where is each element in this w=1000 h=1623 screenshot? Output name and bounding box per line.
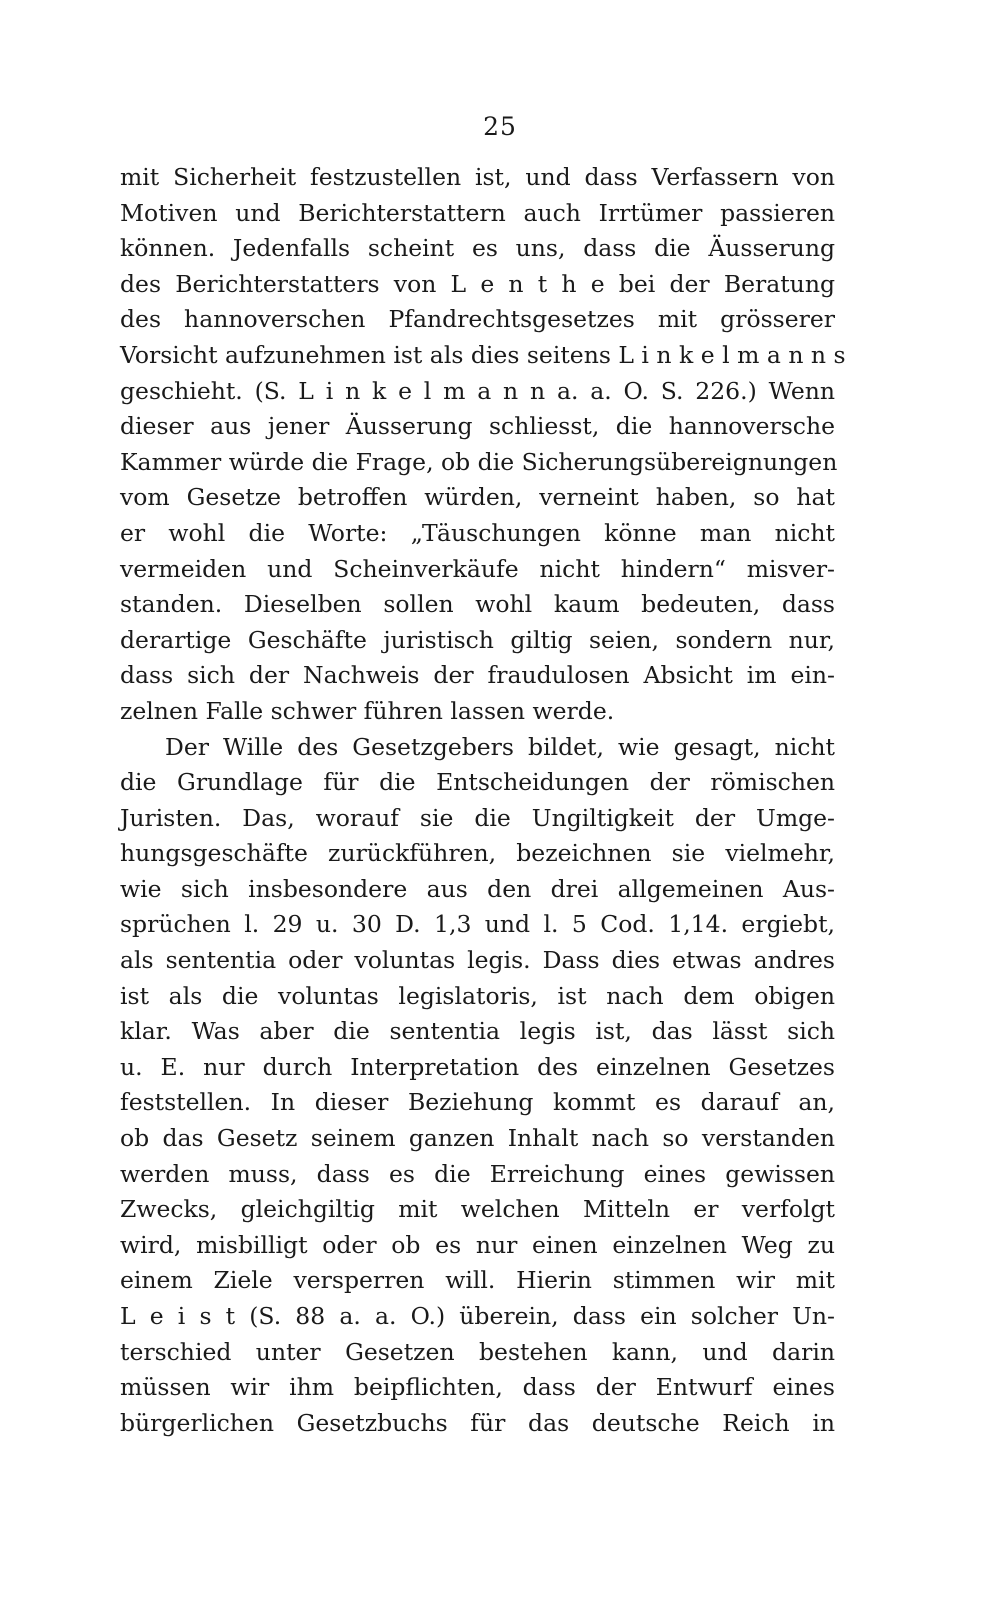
text-line: klar. Was aber die sententia legis ist, das lässt sich [120, 1017, 835, 1046]
text-line: wie sich insbesondere aus den drei allgemeinen Aus- [120, 874, 835, 903]
text-line: dass sich der Nachweis der fraudulosen Absicht im ein- [120, 661, 835, 690]
page-number: 25 [483, 112, 517, 141]
text-line: mit Sicherheit festzustellen ist, und dass Verfassern von [120, 163, 835, 191]
text-line: sprüchen l. 29 u. 30 D. 1,3 und l. 5 Cod. 1,14. ergiebt, [120, 910, 835, 939]
text-line: feststellen. In dieser Beziehung kommt es darauf an, [120, 1088, 835, 1117]
text-line: terschied unter Gesetzen bestehen kann, und darin [120, 1337, 835, 1366]
text-line: können. Jedenfalls scheint es uns, dass die Äusserung [120, 234, 835, 263]
text-line: Zwecks, gleichgiltig mit welchen Mitteln er verfolgt [120, 1195, 835, 1224]
text-line: u. E. nur durch Interpretation des einzelnen Gesetzes [120, 1052, 835, 1081]
text-line: L e i s t (S. 88 a. a. O.) überein, dass ein solcher Un- [120, 1302, 835, 1330]
text-line: Juristen. Das, worauf sie die Ungiltigkeit der Umge- [120, 803, 835, 832]
text-line: zelnen Falle schwer führen lassen werde. [120, 696, 615, 725]
text-line: die Grundlage für die Entscheidungen der römischen [120, 768, 835, 797]
text-line: standen. Dieselben sollen wohl kaum bedeuten, dass [120, 590, 835, 619]
text-line: Der Wille des Gesetzgebers bildet, wie gesagt, nicht [165, 732, 835, 761]
text-line: ist als die voluntas legislatoris, ist nach dem obigen [120, 981, 835, 1010]
text-line: des hannoverschen Pfandrechtsgesetzes mit grösserer [120, 305, 835, 334]
text-line: vom Gesetze betroffen würden, verneint haben, so hat [120, 483, 835, 512]
text-line: einem Ziele versperren will. Hierin stimmen wir mit [120, 1266, 835, 1295]
text-line: wird, misbilligt oder ob es nur einen einzelnen Weg zu [120, 1230, 835, 1259]
text-line: des Berichterstatters von L e n t h e bei der Beratung [120, 269, 835, 298]
text-line: er wohl die Worte: „Täuschungen könne man nicht [120, 518, 835, 547]
text-line: Motiven und Berichterstattern auch Irrtümer passieren [120, 198, 835, 227]
text-line: derartige Geschäfte juristisch giltig seien, sondern nur, [120, 625, 835, 654]
text-line: Kammer würde die Frage, ob die Sicherungsübereignungen [120, 447, 838, 476]
text-line: ob das Gesetz seinem ganzen Inhalt nach so verstanden [120, 1124, 835, 1153]
text-line: vermeiden und Scheinverkäufe nicht hindern“ misver- [120, 554, 835, 583]
text-line: werden muss, dass es die Erreichung eines gewissen [120, 1159, 835, 1188]
text-line: hungsgeschäfte zurückführen, bezeichnen sie vielmehr, [120, 839, 835, 868]
body-text [120, 160, 846, 1441]
text-line: Vorsicht aufzunehmen ist als dies seitens L i n k e l m a n n s [120, 340, 846, 369]
text-line: dieser aus jener Äusserung schliesst, die hannoversche [120, 412, 835, 441]
text-line: als sententia oder voluntas legis. Dass dies etwas andres [120, 946, 835, 975]
text-line: geschieht. (S. L i n k e l m a n n a. a. O. S. 226.) Wenn [120, 376, 835, 405]
text-line: müssen wir ihm beipflichten, dass der Entwurf eines [120, 1373, 835, 1402]
text-line: bürgerlichen Gesetzbuchs für das deutsche Reich in [120, 1408, 835, 1437]
